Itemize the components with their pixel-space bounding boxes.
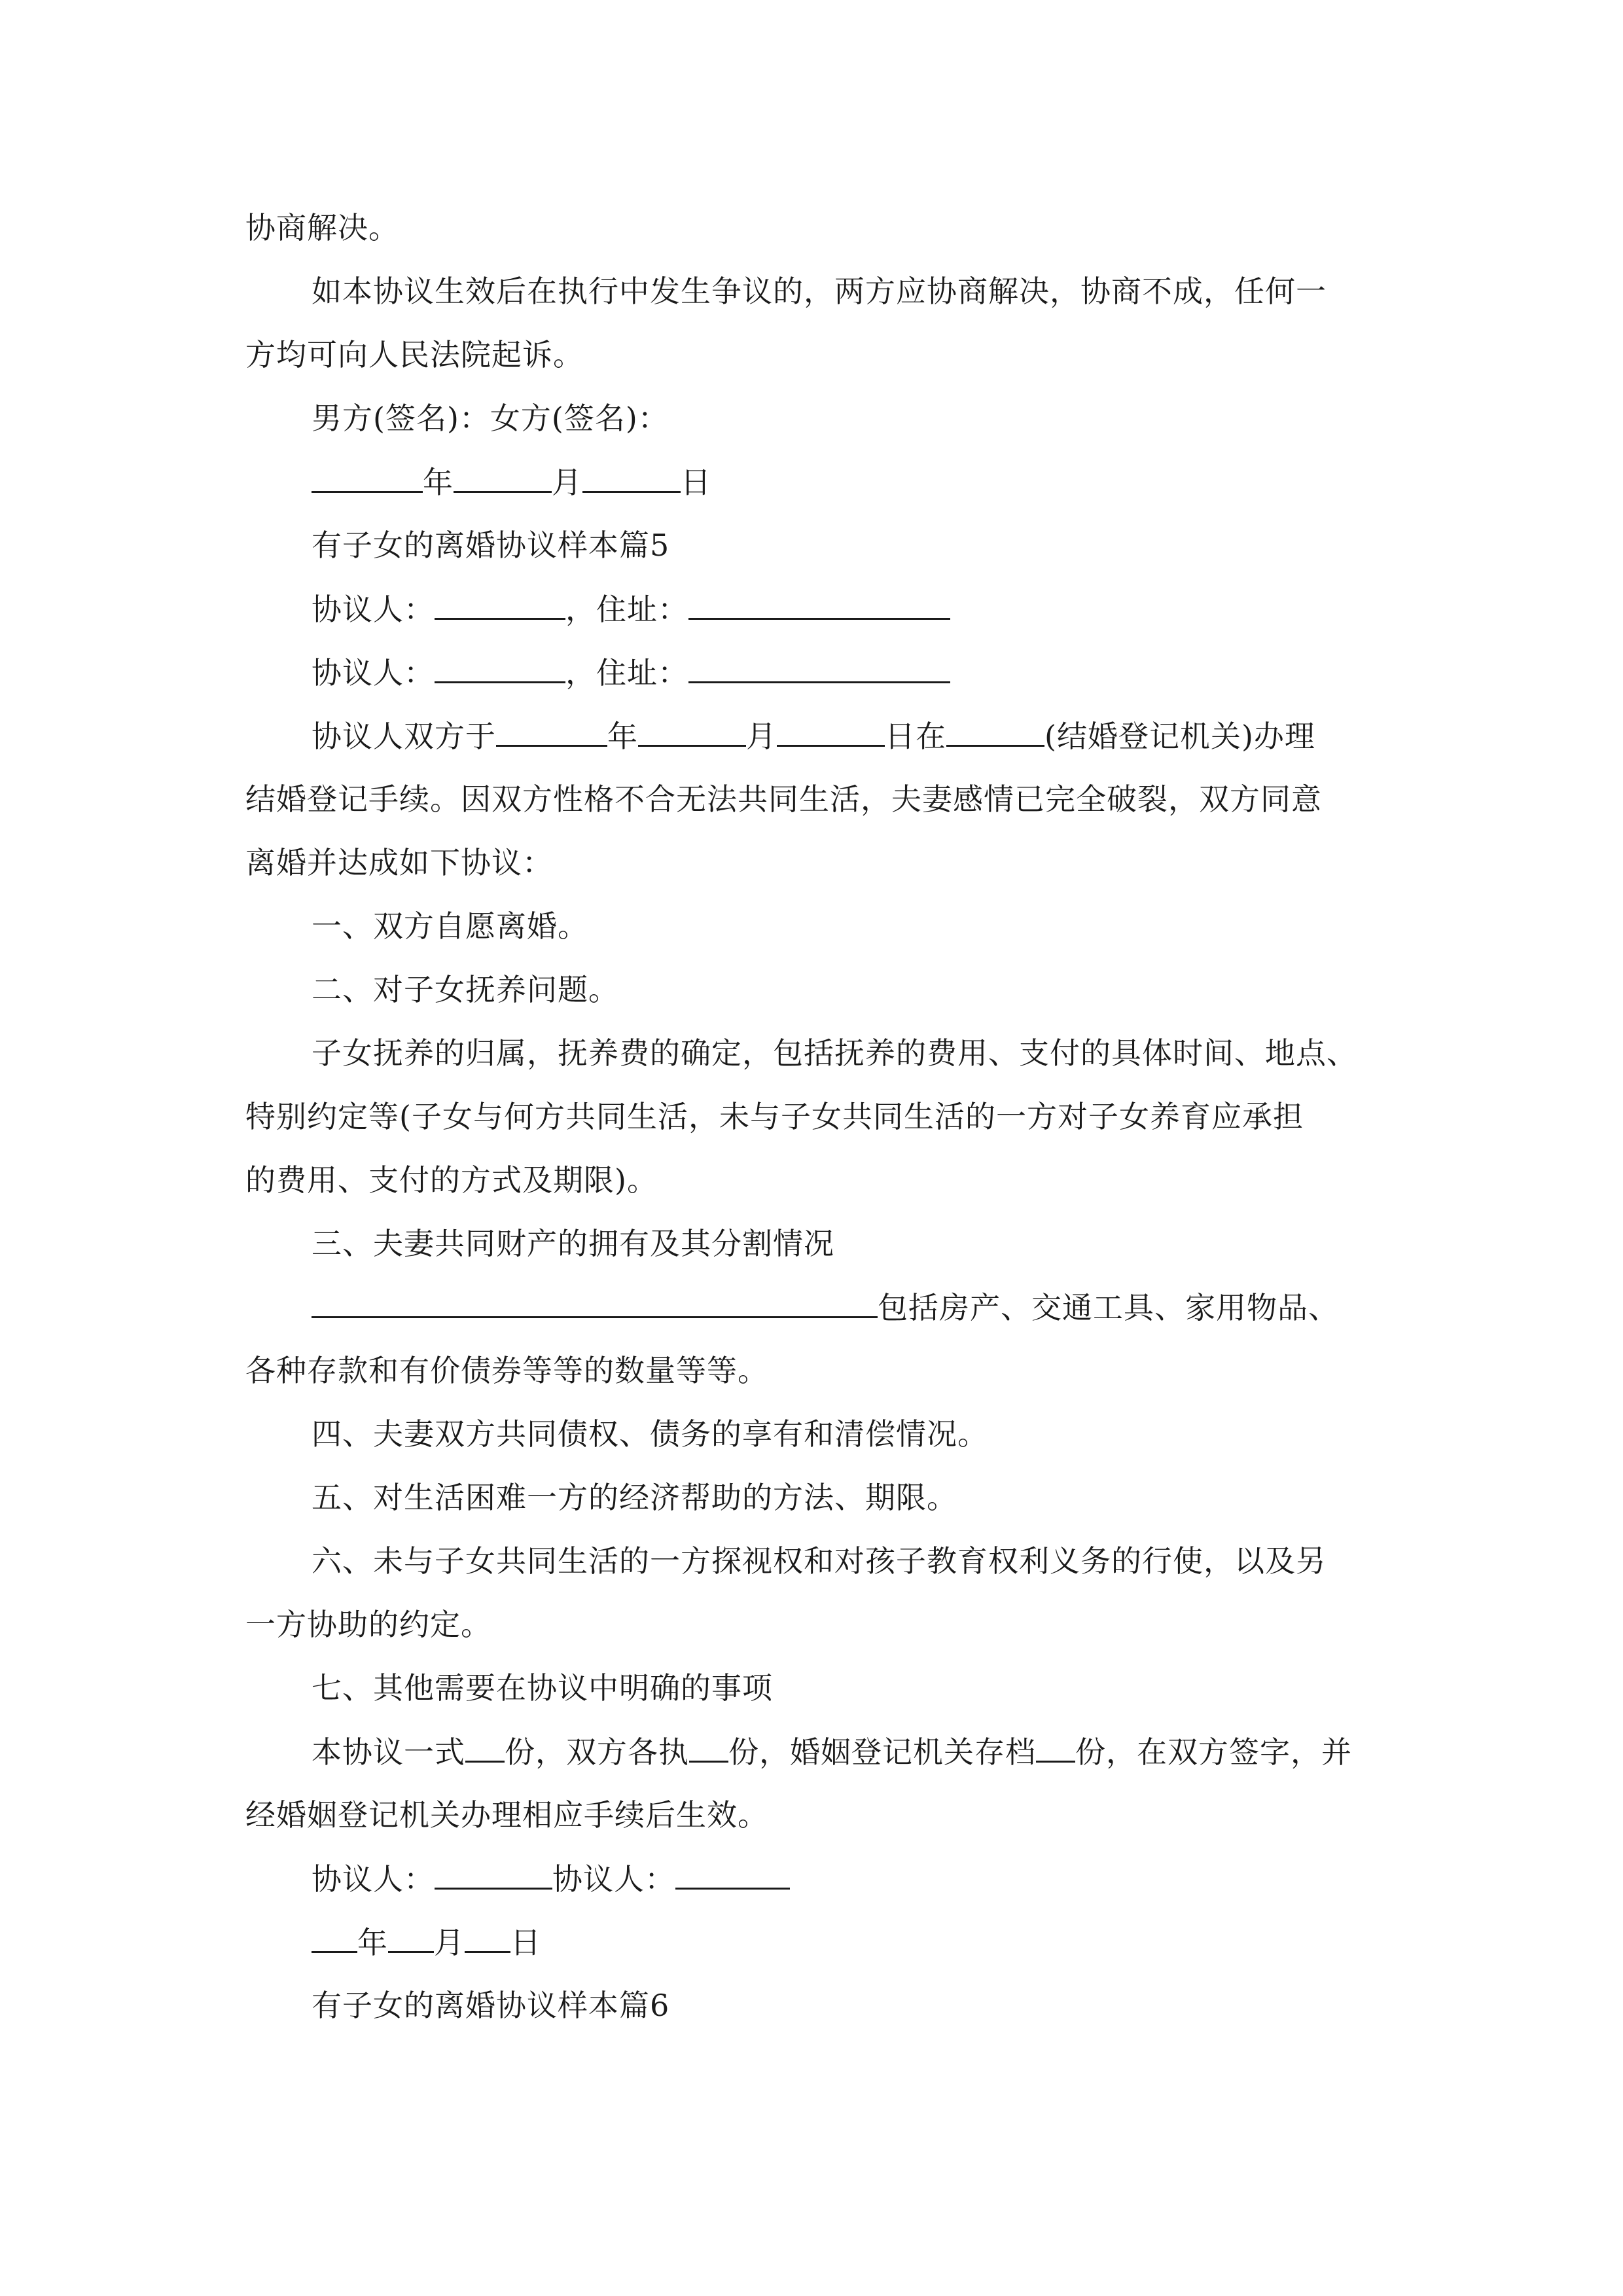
text-line: 协商解决。 <box>245 210 399 245</box>
text-fragment: 份，婚姻登记机关存档 <box>728 1734 1036 1770</box>
address-blank <box>688 653 950 683</box>
text-fragment: 本协议一式 <box>312 1734 465 1770</box>
clause-heading: 七、其他需要在协议中明确的事项 <box>312 1670 773 1706</box>
year-blank <box>496 716 607 747</box>
copies-blank <box>465 1732 505 1763</box>
year-label: 年 <box>423 465 454 500</box>
text-line: 结婚登记手续。因双方性格不合无法共同生活，夫妻感情已完全破裂，双方同意 <box>245 781 1322 817</box>
day-label: 日 <box>681 465 711 500</box>
text-fragment: 包括房产、交通工具、家用物品、 <box>878 1290 1339 1325</box>
text-line: 方均可向人民法院起诉。 <box>245 337 584 372</box>
address-blank <box>688 589 950 620</box>
party-name-blank <box>435 589 565 620</box>
text-line: 的费用、支付的方式及期限)。 <box>245 1162 658 1198</box>
year-blank <box>312 462 423 493</box>
text-fragment: 月 <box>746 719 777 754</box>
copies-blank <box>1036 1732 1075 1763</box>
clause-heading: 三、夫妻共同财产的拥有及其分割情况 <box>312 1226 834 1261</box>
signature-blank <box>675 1859 790 1890</box>
day-blank <box>777 716 885 747</box>
text-line: 如本协议生效后在执行中发生争议的，两方应协商解决，协商不成，任何一 <box>312 274 1327 309</box>
copies-blank <box>689 1732 728 1763</box>
year-label: 年 <box>357 1925 388 1960</box>
month-label: 月 <box>552 465 582 500</box>
text-line: 经婚姻登记机关办理相应手续后生效。 <box>245 1797 768 1833</box>
property-line <box>312 1287 1339 1327</box>
month-blank <box>388 1922 434 1953</box>
address-label: ，住址： <box>565 592 688 627</box>
marriage-date-line <box>312 716 1315 756</box>
month-blank <box>454 462 552 493</box>
party-name-blank <box>435 653 565 683</box>
text-line: 特别约定等(子女与何方共同生活，未与子女共同生活的一方对子女养育应承担 <box>245 1099 1304 1134</box>
text-line: 各种存款和有价债券等等的数量等等。 <box>245 1353 768 1388</box>
section-heading: 有子女的离婚协议样本篇5 <box>312 528 670 563</box>
signature-line: 男方(签名)：女方(签名)： <box>312 401 669 436</box>
registry-blank <box>946 716 1044 747</box>
party-line <box>312 653 950 692</box>
text-line: 子女抚养的归属，抚养费的确定，包括抚养的费用、支付的具体时间、地点、 <box>312 1035 1357 1071</box>
text-fragment: 份，双方各执 <box>505 1734 689 1770</box>
text-fragment: 日在 <box>885 719 946 754</box>
clause-heading: 六、未与子女共同生活的一方探视权和对孩子教育权利义务的行使，以及另 <box>312 1543 1327 1579</box>
property-blank <box>312 1287 878 1318</box>
text-fragment: 份，在双方签字，并 <box>1075 1734 1352 1770</box>
clause-heading: 四、夫妻双方共同债权、债务的享有和清偿情况。 <box>312 1416 988 1452</box>
signature-line <box>312 1859 790 1899</box>
party-label: 协议人： <box>312 655 435 691</box>
date-line <box>312 462 711 502</box>
text-fragment: (结婚登记机关)办理 <box>1044 719 1315 754</box>
text-fragment: 协议人双方于 <box>312 719 496 754</box>
party-line <box>312 589 950 629</box>
section-heading: 有子女的离婚协议样本篇6 <box>312 1988 670 2023</box>
party-label: 协议人： <box>552 1861 675 1897</box>
day-blank <box>465 1922 510 1953</box>
month-label: 月 <box>434 1925 465 1960</box>
address-label: ，住址： <box>565 655 688 691</box>
text-line: 离婚并达成如下协议： <box>245 845 553 880</box>
party-label: 协议人： <box>312 592 435 627</box>
text-line: 一方协助的约定。 <box>245 1607 491 1642</box>
date-line <box>312 1922 541 1962</box>
clause-heading: 一、双方自愿离婚。 <box>312 908 588 944</box>
signature-blank <box>435 1859 552 1890</box>
month-blank <box>638 716 746 747</box>
day-label: 日 <box>510 1925 541 1960</box>
clause-heading: 二、对子女抚养问题。 <box>312 972 619 1007</box>
day-blank <box>582 462 681 493</box>
party-label: 协议人： <box>312 1861 435 1897</box>
text-fragment: 年 <box>607 719 638 754</box>
clause-heading: 五、对生活困难一方的经济帮助的方法、期限。 <box>312 1480 957 1515</box>
year-blank <box>312 1922 357 1953</box>
copies-line <box>312 1732 1352 1772</box>
